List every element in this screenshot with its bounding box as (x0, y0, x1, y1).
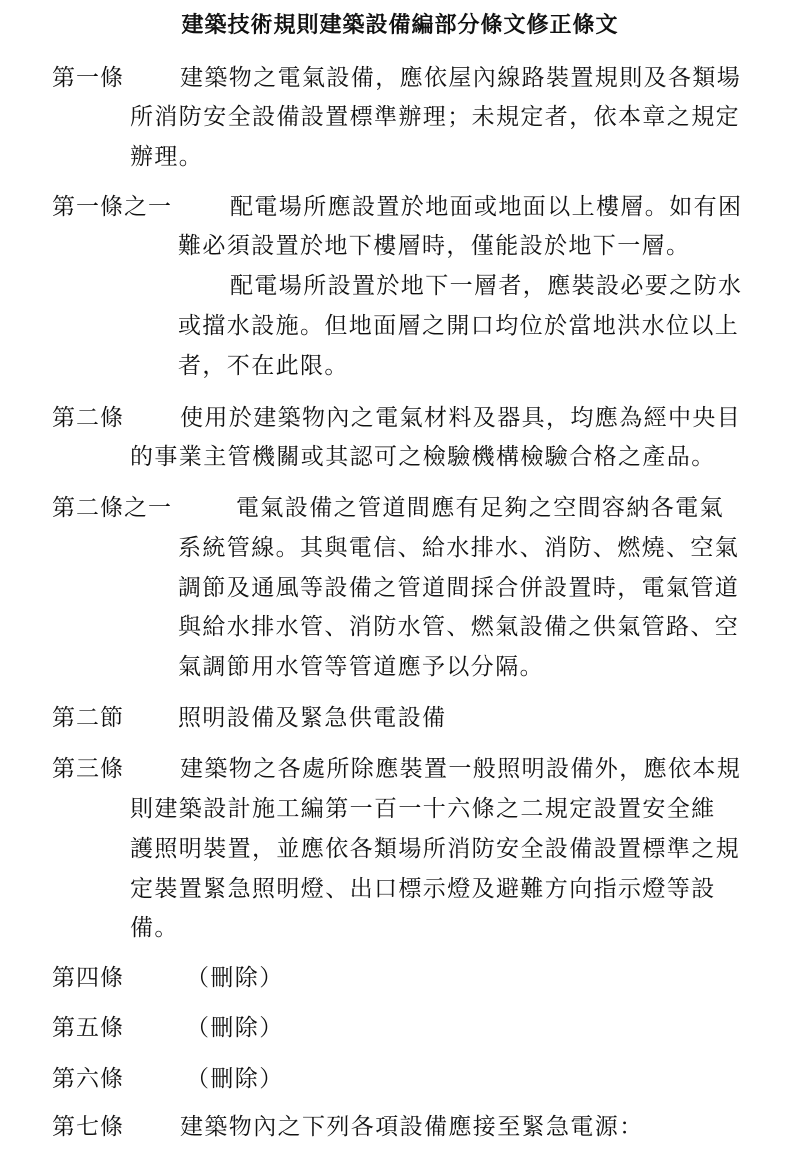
article-text-line: 系統管線。其與電信、給水排水、消防、燃燒、空氣 (178, 535, 740, 561)
article-text-line: 或擋水設施。但地面層之開口均位於當地洪水位以上 (178, 313, 740, 339)
article-text-line: 的事業主管機關或其認可之檢驗機構檢驗合格之產品。 (130, 444, 716, 470)
article-label: 第三條 (52, 756, 124, 782)
article-text-line: （刪除） (186, 965, 284, 991)
article-label: 第二條 (52, 405, 124, 431)
article-label: 第五條 (52, 1015, 124, 1041)
article-text-line: 備。 (130, 915, 179, 941)
article-text-line: 配電場所應設置於地面或地面以上樓層。如有困 (230, 194, 743, 220)
article-label: 第一條 (52, 65, 124, 91)
article-text-line: 氣調節用水管等管道應予以分隔。 (178, 654, 544, 680)
article-text-line: 電氣設備之管道間應有足夠之空間容納各電氣 (236, 495, 724, 521)
section-label: 第二節 (52, 705, 124, 731)
article-label: 第二條之一 (52, 495, 172, 521)
article-label: 第七條 (52, 1114, 124, 1140)
article-text-line: 與給水排水管、消防水管、燃氣設備之供氣管路、空 (178, 614, 740, 640)
article-label: 第一條之一 (52, 194, 172, 220)
article-text-line: 建築物之各處所除應裝置一般照明設備外，應依本規 (180, 756, 742, 782)
article-text-line: 建築物之電氣設備，應依屋內線路裝置規則及各類場 (180, 65, 742, 91)
article-text-line: 辦理。 (130, 144, 204, 170)
article-label: 第六條 (52, 1066, 124, 1092)
article-text-line: 配電場所設置於地下一層者，應裝設必要之防水 (230, 273, 743, 299)
section-title: 照明設備及緊急供電設備 (178, 705, 447, 731)
article-text-line: 者，不在此限。 (178, 353, 349, 379)
document-title: 建築技術規則建築設備編部分條文修正條文 (181, 12, 619, 38)
article-text-line: 建築物內之下列各項設備應接至緊急電源： (180, 1114, 644, 1140)
article-text-line: （刪除） (186, 1066, 284, 1092)
article-text-line: 難必須設置於地下樓層時，僅能設於地下一層。 (178, 233, 691, 259)
article-text-line: 則建築設計施工編第一百一十六條之二規定設置安全維 (130, 796, 716, 822)
article-text-line: 定裝置緊急照明燈、出口標示燈及避難方向指示燈等設 (130, 876, 716, 902)
article-text-line: （刪除） (186, 1015, 284, 1041)
article-text-line: 使用於建築物內之電氣材料及器具，均應為經中央目 (180, 405, 742, 431)
article-text-line: 調節及通風等設備之管道間採合併設置時，電氣管道 (178, 575, 740, 601)
article-text-line: 所消防安全設備設置標準辦理；未規定者，依本章之規定 (130, 104, 740, 130)
article-text-line: 護照明裝置，並應依各類場所消防安全設備設置標準之規 (130, 836, 740, 862)
article-label: 第四條 (52, 965, 124, 991)
